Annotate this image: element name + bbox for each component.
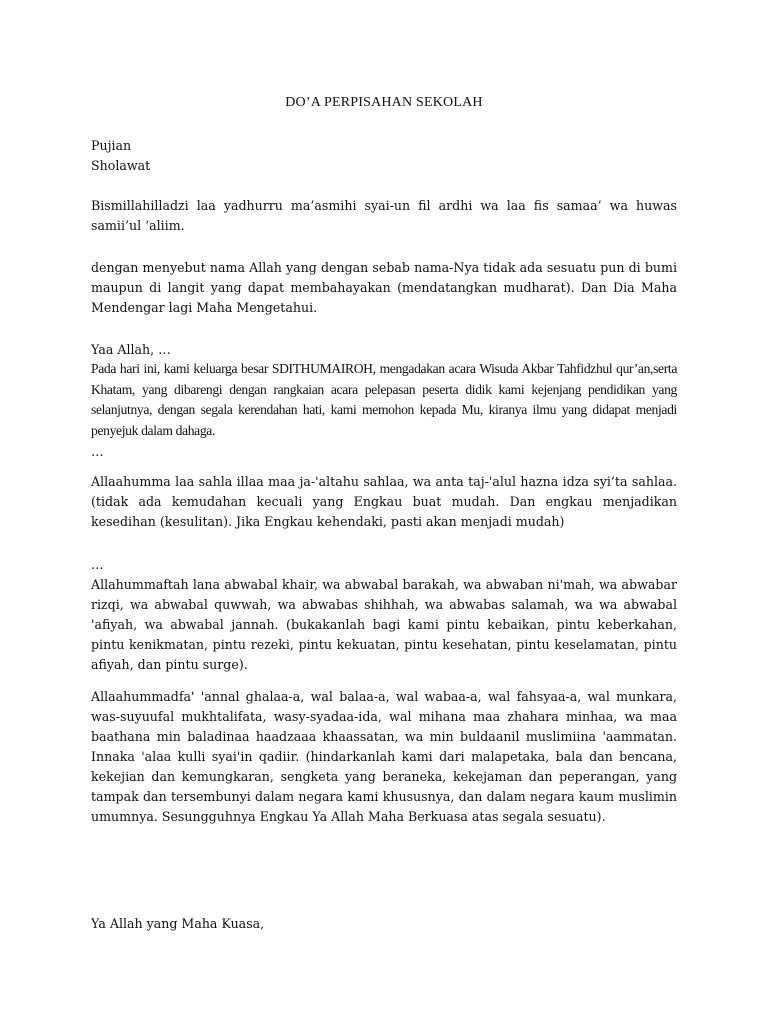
bismillah-arabic: Bismillahilladzi laa yadhurru ma’asmihi syai-un fil ardhi wa laa fis samaa’ wa huwas samii’ul ‘aliim.	[91, 198, 677, 233]
opening-call: Yaa Allah, …	[91, 342, 171, 357]
opening-body: Pada hari ini, kami keluarga besar SDITHUMAIROH, mengadakan acara Wisuda Akbar Tahfidzhul qur’an,serta Khatam, yang dibarengi dengan rangkaian acara pelepasan peserta didik kami kejenjang pendidikan yang selanjutnya, dengan segala kerendahan hati, kami memohon kepada Mu, kiranya ilmu yang didapat menjadi penyejuk dalam dahaga.	[91, 361, 677, 438]
sahla-prayer: Allaahumma laa sahla illaa maa ja-'altahu sahlaa, wa anta taj-'alul hazna idza syi’ta sahlaa. (tidak ada kemudahan kecuali yang Engkau buat mudah. Dan engkau menjadikan kesedihan (kesulitan). Jika Engkau kehendaki, pasti akan menjadi mudah)	[91, 474, 677, 529]
intro-pujian: Pujian	[91, 138, 132, 153]
closing-call: Ya Allah yang Maha Kuasa,	[91, 916, 265, 931]
intro-block	[91, 136, 677, 176]
sahla-ellipsis: …	[91, 557, 104, 572]
miftah-prayer: Allahummaftah lana abwabal khair, wa abwabal barakah, wa abwaban ni'mah, wa abwabar rizqi, wa abwabal quwwah, wa abwabas shihhah, wa abwabas salamah, wa wa abwabal 'afiyah, wa abwabal jannah. (bukakanlah bagi kami pintu kebaikan, pintu keberkahan, pintu kenikmatan, pintu rezeki, pintu kekuatan, pintu kesehatan, pintu keselamatan, pintu afiyah, dan pintu surge).	[91, 577, 677, 672]
bismillah-translation: dengan menyebut nama Allah yang dengan sebab nama-Nya tidak ada sesuatu pun di bumi maupun di langit yang dapat membahayakan (mendatangkan mudharat). Dan Dia Maha Mendengar lagi Maha Mengetahui.	[91, 260, 677, 315]
intro-sholawat: Sholawat	[91, 158, 151, 173]
document-title: DO’A PERPISAHAN SEKOLAH	[285, 95, 483, 110]
madfa-prayer: Allaahummadfa' 'annal ghalaa-a, wal balaa-a, wal wabaa-a, wal fahsyaa-a, wal munkara, was-suyuufal mukhtalifata, wasy-syadaa-ida, wal mihana maa zhahara minhaa, wa maa baathana min baladinaa haadzaaa khaassatan, wa min buldaanil muslimiina 'aammatan. Innaka 'alaa kulli syai'in qadiir. (hindarkanlah kami dari malapetaka, bala dan bencana, kekejian dan kemungkaran, sengketa yang beraneka, kekejaman dan peperangan, yang tampak dan tersembunyi dalam negara kami khususnya, dan dalam negara kaum muslimin umumnya. Sesungguhnya Engkau Ya Allah Maha Berkuasa atas segala sesuatu).	[91, 689, 677, 824]
opening-ellipsis: …	[91, 444, 104, 459]
